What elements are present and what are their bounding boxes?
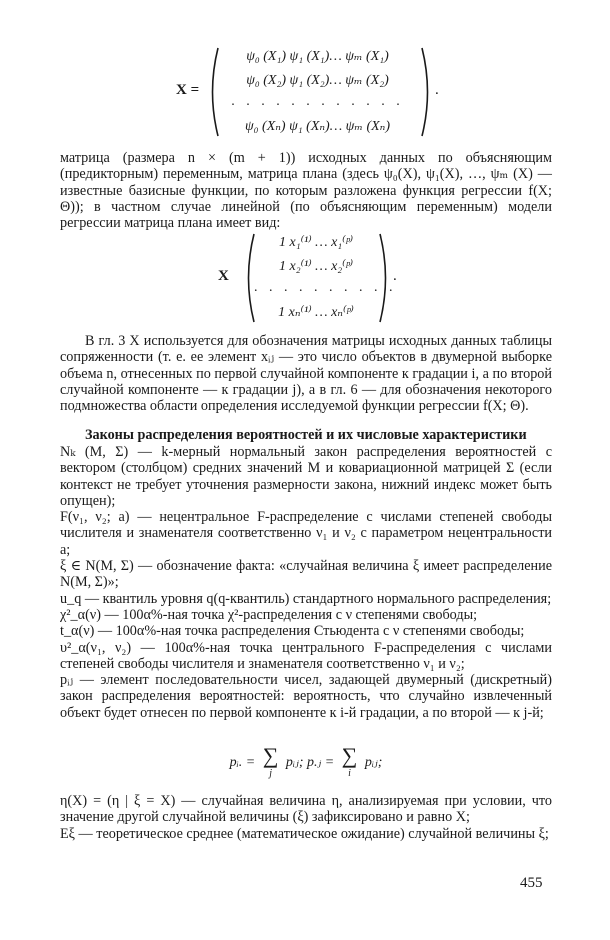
sum-index: i (348, 768, 351, 779)
marginals-formula (60, 745, 552, 785)
definition-normal: Nₖ (M, Σ) — k-мерный нормальный закон распределения вероятностей с вектором (столбцом) средних значений M и ковариационной матрицей Σ (если контекст не требует уточнения размерности закона, нижний индекс может быть опущен); (60, 444, 552, 509)
definition-expectation: Eξ — теоретическое среднее (математическое ожидание) случайной величины ξ; (60, 825, 549, 842)
sum-over-j (263, 745, 279, 781)
matrix-row: 1 x₁⁽¹⁾ … x₁⁽ᵖ⁾ (278, 235, 354, 250)
paragraph-design-matrix: матрица (размера n × (m + 1)) исходных данных по объясняющим (предикторным) переменным, матрица плана (здесь ψ₀(X), ψ₁(X), …, ψₘ (X) — известные базисные функции, по которым разложена функция регрессии f(X; Θ)); в частном случае линейной (по объясняющим переменным) модели регрессии матрица плана имеет вид: (60, 150, 552, 232)
matrix-terminator: . (393, 268, 397, 284)
definition-xi-distribution: ξ ∈ N(M, Σ) — обозначение факта: «случайная величина ξ имеет распределение N(M, Σ)»; (60, 558, 552, 591)
matrix-row: 1 x₂⁽¹⁾ … x₂⁽ᵖ⁾ (278, 259, 354, 274)
section-heading: Законы распределения вероятностей и их числовые характеристики (85, 427, 527, 443)
sum-term: pᵢⱼ (364, 755, 378, 771)
definition-conditional: η(X) = (η | ξ = X) — случайная величина η, анализируемая при условии, что значение другой случайной величины (ξ) зафиксировано и равно X; (60, 793, 552, 826)
definitions-list-continued (60, 793, 552, 842)
matrix-row: . . . . . . . . . . . . (231, 94, 404, 109)
design-matrix-linear (212, 232, 402, 324)
definitions-list (60, 444, 552, 721)
sum-index: j (269, 768, 272, 779)
matrix-row: ψ₀ (Xₙ) ψ₁ (Xₙ)… ψₘ (Xₙ) (244, 119, 390, 134)
definition-f-noncentral: F(ν₁, ν₂; a) — нецентральное F-распределение с числами степеней свободы числителя и знаменателя соответственно ν₁ и ν₂ с параметром нецентральности a; (60, 509, 552, 558)
definition-student: t_α(ν) — 100α%-ная точка распределения Стьюдента с ν степенями свободы; (60, 623, 525, 640)
pj-label: ; p.ⱼ = (298, 755, 335, 771)
definition-pij: pᵢⱼ — элемент последовательности чисел, задающей двумерный (дискретный) закон распределения вероятностей: вероятность, что случайно извлеченный объект будет отнесен по первой компоненте к i-й градации, а по второй — к j-й; (60, 672, 552, 721)
sum-symbol: ∑ (341, 743, 358, 768)
sum-over-i (342, 745, 358, 781)
matrix-terminator: . (435, 82, 439, 98)
definition-quantile: u_q — квантиль уровня q(q-квантиль) стандартного нормального распределения; (60, 590, 552, 607)
sum-symbol: ∑ (262, 743, 279, 768)
definition-f-central: υ²_α(ν₁, ν₂) — 100α%-ная точка центрального F-распределения с числами степеней свободы числителя и знаменателя соответственно ν₁ и ν₂; (60, 639, 552, 672)
right-paren-icon (378, 232, 392, 324)
matrix-row: 1 xₙ⁽¹⁾ … xₙ⁽ᵖ⁾ (278, 305, 354, 320)
design-matrix-psi (170, 46, 445, 138)
sum-term: pᵢⱼ (285, 755, 299, 771)
matrix-row: . . . . . . . . . . (254, 280, 397, 295)
matrix-label: X (218, 268, 229, 284)
definition-chi-square: χ²_α(ν) — 100α%-ная точка χ²-распределения с ν степенями свободы; (60, 606, 478, 623)
pi-label: pᵢ. = (229, 755, 256, 771)
paragraph-contingency: В гл. 3 X используется для обозначения матрицы исходных данных таблицы сопряженности (т. е. ее элемент xᵢⱼ — это число объектов в двумерной выборке объема n, отнесенных по первой случайной компоненте к градации i, а по второй случайной компоненте — к градации j), а в гл. 6 — для обозначения некоторого подмножества области определения исследуемой функции регрессии f(X; Θ). (60, 333, 552, 415)
matrix-row: ψ₀ (X₁) ψ₁ (X₁)… ψₘ (X₁) (246, 49, 389, 64)
formula-end: ; (377, 755, 383, 771)
matrix-label: X = (176, 82, 200, 98)
right-paren-icon (420, 46, 434, 138)
page-number: 455 (520, 875, 543, 891)
matrix-row: ψ₀ (X₂) ψ₁ (X₂)… ψₘ (X₂) (246, 73, 389, 88)
